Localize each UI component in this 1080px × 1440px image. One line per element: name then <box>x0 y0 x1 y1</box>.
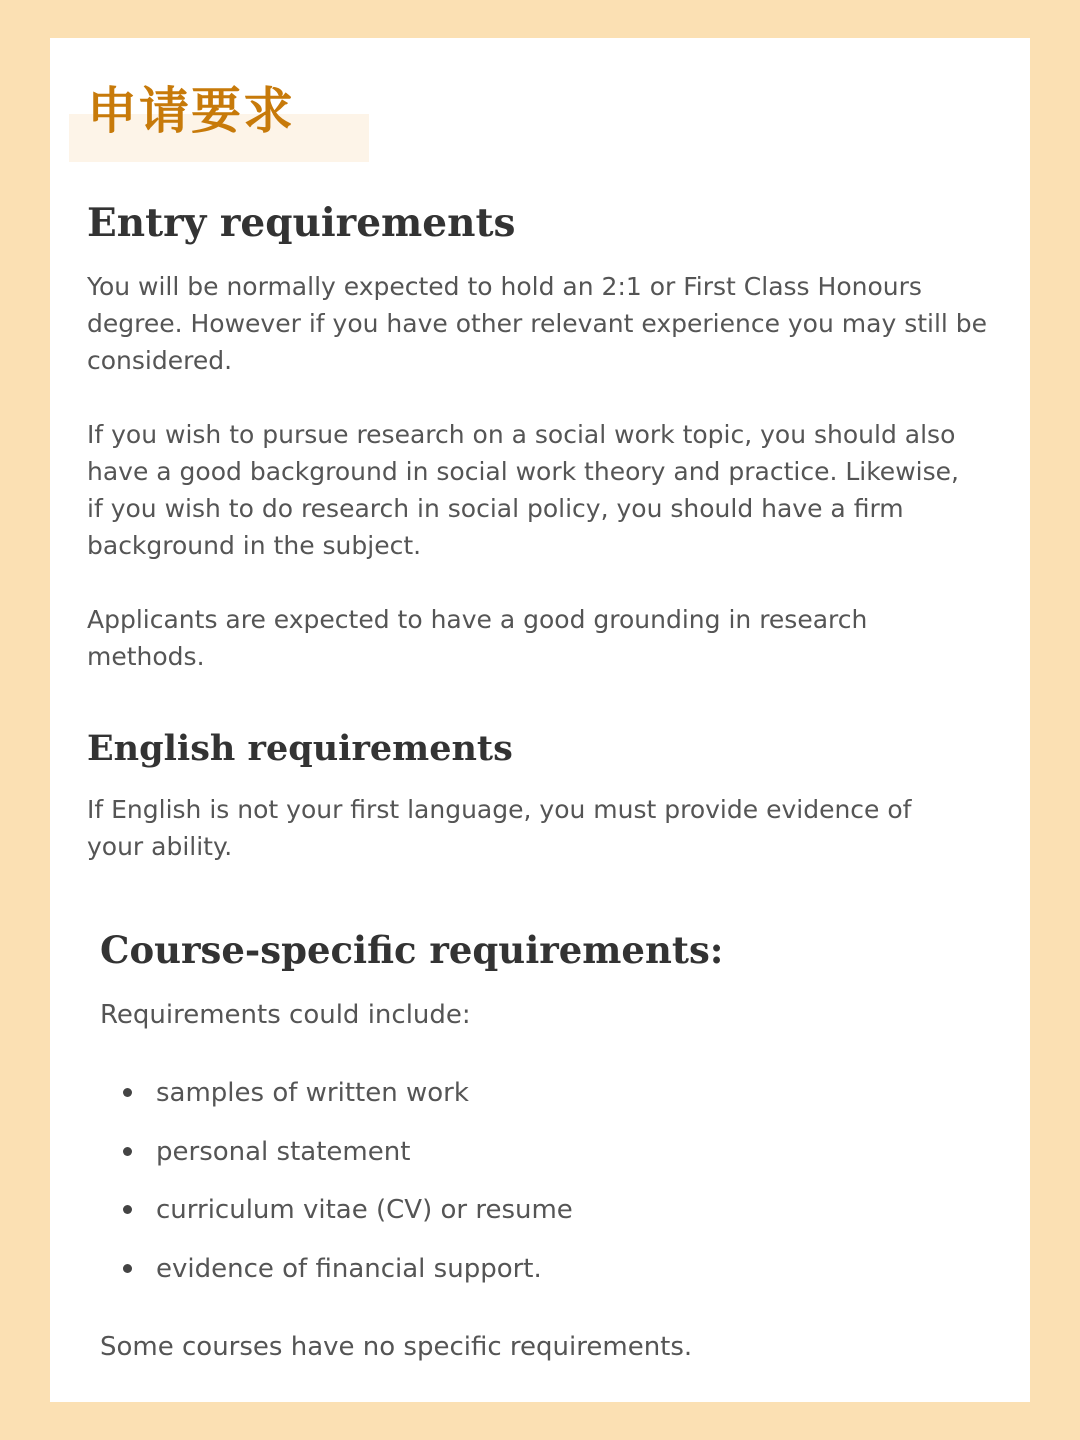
list-item-text: evidence of financial support. <box>156 1253 542 1284</box>
list-item <box>120 1135 920 1194</box>
list-item <box>120 1252 920 1311</box>
course-note: Some courses have no specific requirements. <box>100 1332 693 1362</box>
bullet-icon <box>123 1147 132 1156</box>
entry-paragraph-1: You will be normally expected to hold an 2:1 or First Class Honours degree. However if you have other relevant experience you may still be considered. <box>87 272 988 375</box>
entry-requirements-heading: Entry requirements <box>87 200 516 246</box>
list-item-text: curriculum vitae (CV) or resume <box>156 1195 573 1225</box>
bullet-icon <box>123 1088 132 1097</box>
bullet-icon <box>123 1205 132 1214</box>
course-intro: Requirements could include: <box>100 1000 471 1030</box>
english-paragraph: If English is not your first language, you must provide evidence of your ability. <box>87 795 912 861</box>
entry-paragraph-3: Applicants are expected to have a good grounding in research methods. <box>87 605 868 671</box>
page-title: 申请要求 <box>87 82 295 140</box>
content-card <box>50 38 1030 1402</box>
list-item <box>120 1193 920 1252</box>
english-requirements-heading: English requirements <box>87 728 513 769</box>
bullet-icon <box>123 1264 132 1273</box>
entry-paragraph-2: If you wish to pursue research on a social work topic, you should also have a good background in social work theory and practice. Likewise, if you wish to do research in social policy, you should have a firm background in the subject. <box>87 420 959 560</box>
course-requirements-heading: Course-specific requirements: <box>100 928 724 972</box>
list-item <box>120 1076 920 1135</box>
course-requirements-list <box>120 1076 920 1310</box>
list-item-text: samples of written work <box>156 1078 469 1108</box>
list-item-text: personal statement <box>156 1136 411 1167</box>
